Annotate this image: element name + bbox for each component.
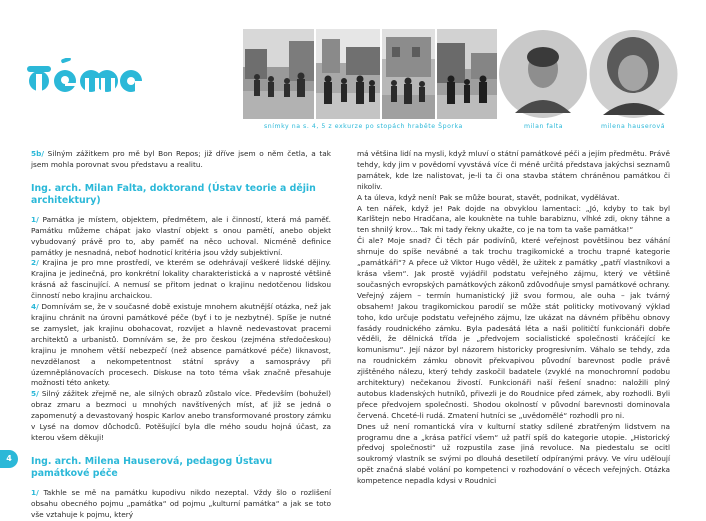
portrait-milena-hauserova bbox=[589, 29, 678, 119]
answer-text: Silným zážitkem pro mě byl Bon Repos; již dříve jsem o něm četla, a tak jsem mohla porovnat svou představu a realitu. bbox=[31, 149, 331, 169]
answer-1 bbox=[31, 215, 331, 259]
excursion-photo-1 bbox=[243, 29, 314, 119]
excursion-photo-2 bbox=[316, 29, 380, 119]
tema-logo bbox=[27, 58, 145, 94]
paragraph: Či ale? Moje snad? Či těch pár podivínů, které veřejnost povětšinou bez váhání shrnuje do spíše nevábné a tak trochu tragikomické a trochu trapné kategorie „památkáři“? A přece už Viktor Hugo věděl, že užitek z památky „patří vlastníkovi a krása všem“. Jak prostě vyjádřil podstatu veřejného zájmu, který ve většině současných evropských památkových zákonů zdůvodňuje smysl památkové ochrany. Veřejný zájem – termín humanistický již svou formou, ale ouha – jak tvárný obsahem! Jakou tragikomickou parodií se může stát politicky motivovaný výklad toho, kdo určuje podstatu veřejného zájmu, lze ukázat na dávném příběhu obnovy fasády roudnického zámku. Byla padesátá léta a naši političtí funkcionáři dobře věděli, že dělnická třída je „předvojem socialistické společnosti kráčející ke komunismu“. Její názor byl názorem historicky progresivním. Váhalo se tehdy, zda na roudnickém zámku obnovit překvapivou původní barevnost podle právě zjištěného nálezu, který tehdy zaskočil badatele (zvyklé na monochromní podobu architektury) nečekanou živostí. Funkcionáři naší řešení snadno: naložili plný autobus kladenských hutníků, přivezli je do Roudnice před zámek, aby rozhodli. Byli přece předvojem společnosti. Shodou okolností v původní barevnosti dominovala červená. Chceté-li rudá. Zmatení hutníci se „uvědomělé“ rozhodli pro ni. bbox=[357, 236, 670, 420]
paragraph: A ten nářek, když je! Pak dojde na obvyklou lamentaci: „Jó, kdyby to tak byl Karlštejn nebo Hradčana, ale kouknète na tuhle barabiznu, vlhké zdi, okny táhne a ten shnilý krov... Tak mi tady řekny ukažte, co je na tom ta vaše památka!“ bbox=[357, 203, 670, 235]
answer-number: 1/ bbox=[31, 214, 39, 224]
answer-4 bbox=[31, 302, 331, 389]
answer-text: Silný zážitek zřejmě ne, ale silných obrazů zůstalo více. Především (bohužel) obraz zmaru a bezmoci u mnohých navštívených míst, ať již se jedná o zapomenutý a devastovaný hospic Karlov anebo transformované prostory zámku v Lysé na domov důchodců. Potěšující byla dle mého soudu hojná účast, za kterou všem děkuji! bbox=[31, 389, 331, 442]
hauserova-caption: milena hauserová bbox=[601, 123, 666, 130]
answer-text: Takhle se mě na památku kupodivu nikdo nezeptal. Vždy šlo o rozlišení obsahu obecného pojmu „památka“ od pojmu „kulturní památka“ a jak se toto vše vztahuje k pojmu, který bbox=[31, 487, 331, 519]
answer-number: 5/ bbox=[31, 389, 39, 399]
page-number: 4 bbox=[0, 450, 18, 468]
tema-logo-graphic bbox=[27, 58, 145, 94]
paragraph: má většina lidí na mysli, když mluví o státní památkové péči a jejím předmětu. Právě tehdy, kdy jim v povědomí vyvstává více či méně určitá představa jakýchsi seznamů památek, kde lze nalistovat, je-li ta či ona stavba státem chráněnou památkou či nikoliv. bbox=[357, 149, 670, 191]
left-column bbox=[31, 149, 331, 521]
answer-5b bbox=[31, 149, 331, 171]
answer-number: 1/ bbox=[31, 487, 39, 497]
paragraph: A ta úleva, když není! Pak se může bourat, stavět, podnikat, vydělávat. bbox=[357, 192, 620, 202]
answer-2 bbox=[31, 258, 331, 302]
answer-5 bbox=[31, 389, 331, 444]
answer-text: Krajina je pro mne prostředí, ve kterém se odehrávají veškeré lidské dějiny. Krajina je jedinečná, pro konkrétní lokality charakteristická a v naprosté většině krásná až fascinující. A nemusí se přitom jednat o krajinu nedotčenou lidskou činností nebo krajinu archaickou. bbox=[31, 258, 331, 301]
excursion-photo-3 bbox=[382, 29, 435, 119]
answer-number: 5b/ bbox=[31, 149, 45, 158]
answer-text: Domnívám se, že v současné době existuje mnohem akutnější otázka, než jak krajinu chránit na úrovni památkové péče (byť i to je nezbytné). Spíše je nutné se zamyslet, jak krajinu obohacovat, rozvíjet a hlavně nedevastovat pracemi architektů a urbanistů. Domnívám se, že pro českou (zejména středočeskou) krajinu je mnohem větší nebezpečí (než absence památkové péče) liknavost, nevzdělanost a nekompetentnost státní správy a samosprávy při územněplánovacích procesech. Diskuse na toto téma však značně přesahuje možnosti této ankety. bbox=[31, 302, 331, 388]
answer-text: Památka je místem, objektem, předmětem, ale i činností, která má paměť. Památku můžeme chápat jako vlastní objekt s onou pamětí, anebo objekt vybudovaný právě pro to, aby paměť na něco uchoval. Nicméně definice památky je nesnadná, neboť hodnoticí kritéria jsou vždy subjektivní. bbox=[31, 214, 331, 257]
photos-caption: snímky na s. 4, 5 z exkurze po stopách hraběte Šporka bbox=[264, 123, 463, 130]
falta-caption: milan falta bbox=[524, 123, 564, 130]
section-heading-falta: Ing. arch. Milan Falta, doktorand (Ústav teorie a dějin architektury) bbox=[31, 182, 316, 206]
section-heading-hauserova: Ing. arch. Milena Hauserová, pedagog Ústavu památkové péče bbox=[31, 455, 273, 479]
answer-1-hauserova bbox=[31, 488, 331, 521]
excursion-photo-4 bbox=[437, 29, 497, 119]
paragraph: Dnes už není romantická víra v kulturní statky sdílené zbratřeným lidstvem na programu dne a „krása patřící všem“ už patří spíš do kategorie utopie. „Historický předvoj společnosti“ už rozpustila zase jiná revoluce. Na piedestalu se ocitl soukromý vlastník se svými po dlouhá desetiletí odpíranými právy. Ve víru uděloují opět značná slabé volání po kompetenci v rozhodování o věcech veřejných. Otázka kompetence nepadla kdysi v Roudnici bbox=[357, 421, 670, 486]
right-column bbox=[357, 149, 670, 487]
answer-number: 2/ bbox=[31, 258, 39, 268]
answer-number: 4/ bbox=[31, 302, 39, 312]
portrait-milan-falta bbox=[499, 29, 587, 119]
